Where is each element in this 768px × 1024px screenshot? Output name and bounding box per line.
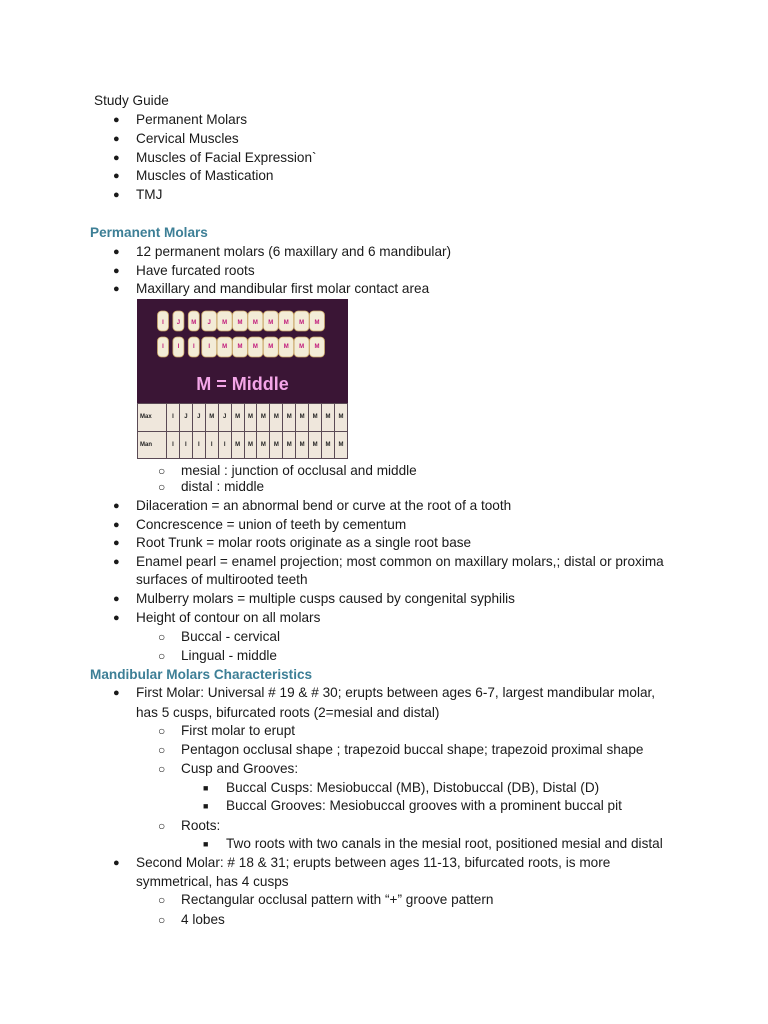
table-cell: I <box>218 431 231 459</box>
circle-bullet-icon: ○ <box>158 649 166 663</box>
tooth-label: I <box>177 344 180 350</box>
list-item: Root Trunk = molar roots originate as a single root base <box>136 535 472 550</box>
list-item: Roots: <box>181 818 221 833</box>
list-item: Dilaceration = an abnormal bend or curve at the root of a tooth <box>136 498 512 513</box>
tooth-label: M <box>299 344 305 350</box>
list-item: Second Molar: # 18 & 31; erupts between ages 11-13, bifurcated roots, is more <box>136 855 611 870</box>
list-item: 12 permanent molars (6 maxillary and 6 mandibular) <box>136 244 452 259</box>
list-item: Concrescence = union of teeth by cementum <box>136 517 407 532</box>
bullet-icon: ● <box>113 114 120 126</box>
tooth-label: M <box>252 320 258 326</box>
table-cell: I <box>179 431 192 459</box>
bullet-icon: ● <box>113 857 120 869</box>
table-cell: M <box>244 404 257 432</box>
list-item: Rectangular occlusal pattern with “+” groove pattern <box>181 892 494 907</box>
tooth-label: M <box>314 320 320 326</box>
circle-bullet-icon: ○ <box>158 464 166 478</box>
table-cell: M <box>296 431 309 459</box>
table-cell: I <box>167 431 180 459</box>
contact-table <box>137 403 348 459</box>
table-cell: J <box>179 404 192 432</box>
list-item: Cusp and Grooves: <box>181 761 299 776</box>
tooth-label: I <box>162 320 164 326</box>
section-heading-permanent-molars: Permanent Molars <box>90 225 208 240</box>
list-item: Have furcated roots <box>136 263 255 278</box>
table-cell: M <box>296 404 309 432</box>
tooth-label: I <box>208 344 211 350</box>
tooth-label: M <box>268 320 274 326</box>
tooth-label: M <box>283 320 289 326</box>
circle-bullet-icon: ○ <box>158 762 166 776</box>
square-bullet-icon: ■ <box>203 839 209 849</box>
list-item: Enamel pearl = enamel projection; most common on maxillary molars,; distal or proxima <box>136 554 664 569</box>
bullet-icon: ● <box>113 612 120 624</box>
figure-caption: M = Middle <box>196 374 289 394</box>
bullet-icon: ● <box>113 537 120 549</box>
tooth-label: M <box>252 344 258 350</box>
table-cell: M <box>322 404 335 432</box>
table-cell: M <box>270 404 283 432</box>
section-heading-mandibular-molars: Mandibular Molars Characteristics <box>90 667 313 682</box>
tooth-label: M <box>283 344 289 350</box>
list-item: mesial : junction of occlusal and middle <box>181 463 417 478</box>
bullet-icon: ● <box>113 246 120 258</box>
bullet-icon: ● <box>113 519 120 531</box>
molar-contact-figure <box>137 299 348 459</box>
bullet-icon: ● <box>113 283 120 295</box>
list-item: Muscles of Facial Expression` <box>136 150 317 165</box>
list-item: Muscles of Mastication <box>136 168 274 183</box>
list-item: TMJ <box>136 187 163 202</box>
list-item: First molar to erupt <box>181 723 296 738</box>
tooth-label: M <box>299 320 305 326</box>
table-cell: J <box>218 404 231 432</box>
square-bullet-icon: ■ <box>203 801 209 811</box>
bullet-icon: ● <box>113 687 120 699</box>
circle-bullet-icon: ○ <box>158 724 166 738</box>
tooth-label: M <box>222 344 228 350</box>
table-cell: M <box>283 404 296 432</box>
list-item: Buccal Cusps: Mesiobuccal (MB), Distobuccal (DB), Distal (D) <box>226 780 600 795</box>
circle-bullet-icon: ○ <box>158 480 166 494</box>
square-bullet-icon: ■ <box>203 783 209 793</box>
list-item: First Molar: Universal # 19 & # 30; erupts between ages 6-7, largest mandibular molar, <box>136 685 656 700</box>
table-cell: I <box>167 404 180 432</box>
list-item: Pentagon occlusal shape ; trapezoid buccal shape; trapezoid proximal shape <box>181 742 644 757</box>
tooth-label: M <box>237 320 243 326</box>
bullet-icon: ● <box>113 593 120 605</box>
table-cell: M <box>334 431 347 459</box>
list-item: Lingual - middle <box>181 648 277 663</box>
table-row-header: Max <box>138 404 167 432</box>
bullet-icon: ● <box>113 556 120 568</box>
tooth-label: M <box>268 344 274 350</box>
bullet-icon: ● <box>113 170 120 182</box>
circle-bullet-icon: ○ <box>158 913 166 927</box>
list-item-continuation: surfaces of multirooted teeth <box>136 572 308 587</box>
table-cell: M <box>231 404 244 432</box>
list-item-continuation: has 5 cusps, bifurcated roots (2=mesial and distal) <box>136 705 440 720</box>
table-cell: M <box>309 404 322 432</box>
circle-bullet-icon: ○ <box>158 819 166 833</box>
list-item: Cervical Muscles <box>136 131 239 146</box>
table-cell: I <box>192 431 205 459</box>
table-cell: M <box>322 431 335 459</box>
table-row-header: Man <box>138 431 167 459</box>
tooth-label: I <box>162 344 164 350</box>
tooth-label: M <box>237 344 243 350</box>
list-item: distal : middle <box>181 479 265 494</box>
bullet-icon: ● <box>113 133 120 145</box>
list-item: Permanent Molars <box>136 112 248 127</box>
list-item: 4 lobes <box>181 912 225 927</box>
list-item: Buccal Grooves: Mesiobuccal grooves with a prominent buccal pit <box>226 798 622 813</box>
tooth-label: M <box>191 320 197 326</box>
table-cell: J <box>192 404 205 432</box>
bullet-icon: ● <box>113 152 120 164</box>
list-item: Two roots with two canals in the mesial root, positioned mesial and distal <box>226 836 663 851</box>
list-item: Maxillary and mandibular first molar contact area <box>136 281 430 296</box>
bullet-icon: ● <box>113 500 120 512</box>
tooth-label: J <box>207 320 211 326</box>
study-guide-title: Study Guide <box>94 93 169 108</box>
table-cell: M <box>244 431 257 459</box>
table-cell: I <box>205 431 218 459</box>
bullet-icon: ● <box>113 189 120 201</box>
tooth-label: M <box>222 320 228 326</box>
circle-bullet-icon: ○ <box>158 630 166 644</box>
table-cell: M <box>283 431 296 459</box>
table-cell: M <box>231 431 244 459</box>
tooth-label: J <box>176 320 181 326</box>
list-item: Buccal - cervical <box>181 629 280 644</box>
table-cell: M <box>205 404 218 432</box>
circle-bullet-icon: ○ <box>158 893 166 907</box>
table-cell: M <box>270 431 283 459</box>
list-item-continuation: symmetrical, has 4 cusps <box>136 874 289 889</box>
table-cell: M <box>309 431 322 459</box>
tooth-label: M <box>314 344 320 350</box>
circle-bullet-icon: ○ <box>158 743 166 757</box>
tooth-label: I <box>192 344 195 350</box>
list-item: Height of contour on all molars <box>136 610 321 625</box>
table-cell: M <box>257 431 270 459</box>
table-cell: M <box>334 404 347 432</box>
list-item: Mulberry molars = multiple cusps caused by congenital syphilis <box>136 591 515 606</box>
bullet-icon: ● <box>113 265 120 277</box>
table-cell: M <box>257 404 270 432</box>
